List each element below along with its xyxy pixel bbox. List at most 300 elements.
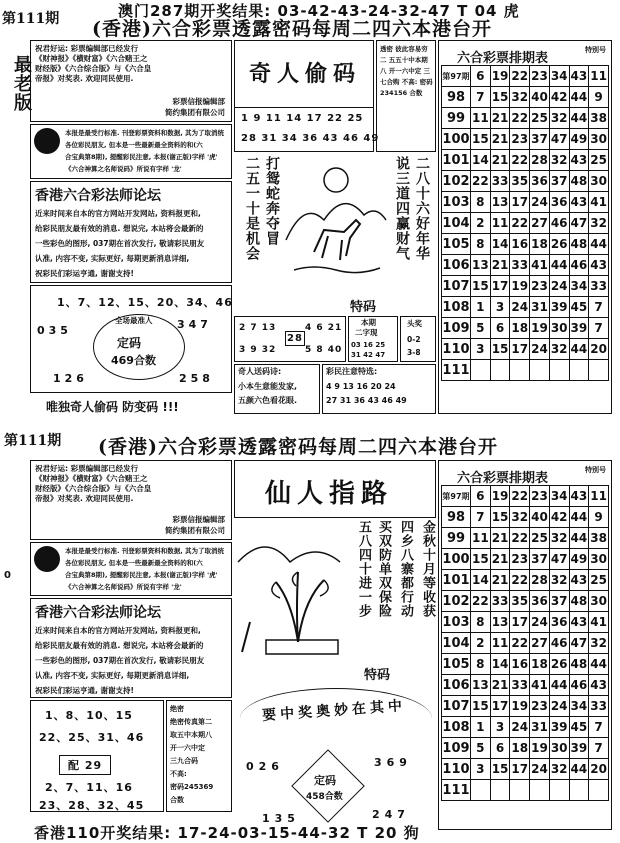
top-grid-nums-b: 3 9 32 <box>239 345 277 355</box>
number-cell: 24 <box>510 297 530 318</box>
number-cell <box>589 780 609 801</box>
forum-line: 给彩民朋友最有效的消息. 想说完, 本站将会最新的 <box>35 224 204 233</box>
number-cell: 34 <box>549 486 569 507</box>
table-row <box>442 759 609 780</box>
table-row <box>442 66 609 87</box>
number-cell: 33 <box>510 255 530 276</box>
top-side-label: 最老版 <box>11 55 32 112</box>
number-cell: 15 <box>490 507 510 528</box>
number-cell: 22 <box>510 486 530 507</box>
top-benqi-nums-2: 31 42 47 <box>351 351 386 359</box>
mi-line: 取五中本期八 <box>170 731 212 739</box>
number-cell: 17 <box>510 192 530 213</box>
number-cell: 13 <box>471 675 491 696</box>
number-cell: 2 <box>471 213 491 234</box>
top-forum-box <box>30 181 232 283</box>
number-cell: 3 <box>490 297 510 318</box>
top-grid-mid: 28 <box>287 333 303 344</box>
number-cell: 11 <box>589 66 609 87</box>
issue-cell: 103 <box>442 192 471 213</box>
forum-line: 祝彩民们彩运亨通, 谢谢支持! <box>35 686 134 695</box>
notice-line: 合宝典第8期), 提醒彩民注意, 本报(谢正版)字样 '虎' <box>65 153 218 161</box>
number-cell: 39 <box>569 738 589 759</box>
number-cell: 23 <box>530 276 550 297</box>
table-row <box>442 129 609 150</box>
table-row <box>442 360 609 381</box>
number-cell: 24 <box>530 339 550 360</box>
issue-cell: 106 <box>442 675 471 696</box>
table-row <box>442 213 609 234</box>
number-cell: 26 <box>549 234 569 255</box>
table-row <box>442 150 609 171</box>
number-cell: 11 <box>471 108 491 129</box>
number-cell: 15 <box>471 696 491 717</box>
number-cell: 5 <box>471 738 491 759</box>
number-cell: 24 <box>530 759 550 780</box>
number-cell: 33 <box>490 591 510 612</box>
number-cell: 8 <box>471 192 491 213</box>
number-cell: 3 <box>471 759 491 780</box>
mi-line: 三九合码 <box>170 757 198 765</box>
issue-cell: 111 <box>442 780 471 801</box>
number-cell: 7 <box>589 738 609 759</box>
table-row <box>442 528 609 549</box>
number-cell: 28 <box>530 150 550 171</box>
number-cell: 1 <box>471 717 491 738</box>
number-cell: 44 <box>589 234 609 255</box>
bottom-poem-col-4: 金秋十月等收获 <box>420 520 435 618</box>
table-row <box>442 234 609 255</box>
bottom-nums-4: 23、28、32、45 <box>39 799 145 812</box>
issue-cell: 108 <box>442 297 471 318</box>
number-cell: 30 <box>589 591 609 612</box>
number-cell: 25 <box>589 150 609 171</box>
bottom-editor-2: 简约集团有限公司 <box>165 526 225 535</box>
number-cell: 7 <box>589 717 609 738</box>
number-cell: 38 <box>589 528 609 549</box>
number-cell: 13 <box>490 612 510 633</box>
issue-cell: 99 <box>442 528 471 549</box>
top-benqi-sub: 二字现 <box>355 328 378 337</box>
issue-cell: 102 <box>442 591 471 612</box>
table-row <box>442 633 609 654</box>
top-schedule-table <box>441 65 609 381</box>
top-benqi-nums-1: 03 16 25 <box>351 341 386 349</box>
top-poem-col-3: 说三道四赢财气 <box>394 156 410 261</box>
issue-cell: 105 <box>442 234 471 255</box>
bottom-mi-box <box>166 700 232 812</box>
number-cell: 32 <box>589 213 609 234</box>
number-cell: 18 <box>510 738 530 759</box>
number-cell: 30 <box>589 171 609 192</box>
table-row <box>442 675 609 696</box>
globe-icon <box>34 546 60 572</box>
number-cell: 32 <box>549 759 569 780</box>
number-cell: 43 <box>569 192 589 213</box>
number-cell: 18 <box>530 234 550 255</box>
issue-cell: 107 <box>442 276 471 297</box>
forum-line: 一些彩色的图形, 037期在首次发行, 敬请彩民朋友 <box>35 239 205 248</box>
number-cell <box>549 360 569 381</box>
greeting-line: 祝君好运: 彩票编辑部已经发行 <box>35 464 139 473</box>
notice-line: 各位彩民朋友, 但本是一些最新最全资料的和(六 <box>65 141 203 149</box>
top-table-title: 六合彩票排期表 <box>457 51 549 66</box>
number-cell: 17 <box>510 612 530 633</box>
number-cell: 45 <box>569 717 589 738</box>
number-cell: 8 <box>471 654 491 675</box>
number-cell: 32 <box>510 507 530 528</box>
top-code-label: 定码 <box>117 336 142 350</box>
bottom-nums-1: 1、8、10、15 <box>45 709 133 722</box>
number-cell: 27 <box>530 633 550 654</box>
bottom-left-b: 135 <box>262 812 300 825</box>
top-left-nums-2: 126 <box>53 372 88 385</box>
number-cell <box>510 360 530 381</box>
number-cell: 39 <box>549 717 569 738</box>
issue-cell: 98 <box>442 507 471 528</box>
number-cell: 21 <box>490 528 510 549</box>
number-cell: 22 <box>510 66 530 87</box>
number-cell: 17 <box>490 696 510 717</box>
number-cell: 1 <box>471 297 491 318</box>
number-cell: 46 <box>569 255 589 276</box>
bottom-poem-col-3: 四乡八寨都行动 <box>398 520 413 618</box>
greeting-line: 财经版》《六合综合版》与《六合皇 <box>35 484 152 493</box>
forum-line: 近来时间来自本的官方网站开发网站, 资料报更和, <box>35 626 201 635</box>
bottom-schedule-table <box>441 485 609 801</box>
forum-line: 认准, 内容不变, 实际更好, 每期更新消息详细, <box>35 671 190 680</box>
number-cell: 11 <box>471 528 491 549</box>
table-row <box>442 255 609 276</box>
number-cell: 30 <box>549 738 569 759</box>
number-cell: 43 <box>569 150 589 171</box>
top-qiren-title: 奇人送码诗: <box>238 367 282 376</box>
number-cell: 32 <box>589 633 609 654</box>
number-cell: 18 <box>530 654 550 675</box>
number-cell: 20 <box>589 759 609 780</box>
greeting-line: 《财神报》《横财富》《六合赌王之 <box>35 54 148 63</box>
number-cell: 15 <box>490 87 510 108</box>
top-caimin-box <box>322 364 436 414</box>
bottom-forum-title: 香港六合彩法师论坛 <box>35 605 161 621</box>
bottom-main-title: 仙人指路 <box>265 479 394 509</box>
number-cell: 14 <box>490 234 510 255</box>
number-cell: 7 <box>471 87 491 108</box>
number-cell: 48 <box>569 591 589 612</box>
number-cell: 48 <box>569 234 589 255</box>
number-cell: 18 <box>510 318 530 339</box>
number-cell: 22 <box>510 528 530 549</box>
bottom-arc-line <box>240 688 432 749</box>
issue-cell: 110 <box>442 759 471 780</box>
number-cell: 2 <box>471 633 491 654</box>
top-forum-title: 香港六合彩法师论坛 <box>35 188 161 204</box>
number-cell <box>471 360 491 381</box>
number-cell: 43 <box>589 255 609 276</box>
number-cell: 7 <box>589 318 609 339</box>
number-cell: 22 <box>510 108 530 129</box>
number-cell: 20 <box>589 339 609 360</box>
number-cell: 15 <box>471 276 491 297</box>
number-cell: 6 <box>490 318 510 339</box>
top-caimin-line-1: 4 9 13 16 20 24 <box>326 382 396 391</box>
number-cell: 38 <box>589 108 609 129</box>
notice-line: 各位彩民朋友, 但本是一些最新最全资料的和(六 <box>65 559 203 567</box>
number-cell: 19 <box>510 276 530 297</box>
top-result-banner: 澳门287期开奖结果: 03-42-43-24-32-47 T 04 虎 <box>118 2 520 20</box>
bottom-table-corner: 特别号 <box>585 466 606 474</box>
number-cell: 19 <box>530 318 550 339</box>
number-cell: 49 <box>569 549 589 570</box>
top-title-box <box>234 40 380 152</box>
top-table-corner: 特别号 <box>585 46 606 54</box>
table-row <box>442 780 609 801</box>
bottom-greeting-box <box>30 460 232 540</box>
top-deer-illustration <box>284 160 388 284</box>
number-cell: 33 <box>589 696 609 717</box>
issue-cell: 105 <box>442 654 471 675</box>
number-cell: 14 <box>471 150 491 171</box>
number-cell: 25 <box>530 528 550 549</box>
number-cell: 11 <box>490 213 510 234</box>
number-cell: 32 <box>549 150 569 171</box>
number-cell: 41 <box>530 255 550 276</box>
number-cell: 23 <box>510 129 530 150</box>
number-cell: 40 <box>530 87 550 108</box>
number-cell: 47 <box>569 213 589 234</box>
number-cell: 49 <box>569 129 589 150</box>
number-cell: 7 <box>471 507 491 528</box>
number-cell: 34 <box>569 696 589 717</box>
top-circle-box <box>30 285 232 393</box>
number-cell: 46 <box>549 213 569 234</box>
bottom-header-title: (香港)六合彩票透露密码每周二四六本港台开 <box>98 436 498 458</box>
bottom-result-banner: 香港110开奖结果: 17-24-03-15-44-32 T 20 狗 <box>34 824 420 842</box>
bottom-right-b: 247 <box>372 808 410 821</box>
number-cell: 35 <box>510 591 530 612</box>
number-cell <box>530 360 550 381</box>
bottom-editor: 彩票信报编辑部 <box>172 515 225 524</box>
table-row <box>442 318 609 339</box>
issue-cell: 103 <box>442 612 471 633</box>
bottom-pei: 配 29 <box>59 755 111 775</box>
table-row <box>442 549 609 570</box>
number-cell: 19 <box>490 486 510 507</box>
number-cell <box>569 360 589 381</box>
number-cell: 32 <box>549 108 569 129</box>
number-cell: 26 <box>549 654 569 675</box>
top-circle-nums: 1、7、12、15、20、34、46 <box>57 296 233 309</box>
number-cell: 6 <box>490 738 510 759</box>
number-cell: 9 <box>589 507 609 528</box>
number-cell: 27 <box>530 213 550 234</box>
number-cell: 30 <box>589 129 609 150</box>
top-tip-box <box>376 40 436 152</box>
mi-line: 密码245369 <box>170 783 214 791</box>
table-row <box>442 339 609 360</box>
number-cell: 24 <box>510 717 530 738</box>
number-cell: 6 <box>471 486 491 507</box>
number-cell: 30 <box>549 318 569 339</box>
number-cell: 32 <box>549 570 569 591</box>
number-cell: 3 <box>490 717 510 738</box>
issue-cell: 107 <box>442 696 471 717</box>
top-benqi-box <box>348 316 398 362</box>
table-row <box>442 486 609 507</box>
forum-line: 祝彩民们彩运亨通, 谢谢支持! <box>35 269 134 278</box>
number-cell: 41 <box>589 612 609 633</box>
mi-line: 绝密 <box>170 705 184 713</box>
number-cell: 21 <box>490 108 510 129</box>
number-cell: 21 <box>490 570 510 591</box>
greeting-line: 《财神报》《横财富》《六合赌王之 <box>35 474 148 483</box>
number-cell: 31 <box>530 717 550 738</box>
number-cell: 28 <box>530 570 550 591</box>
number-cell: 25 <box>589 570 609 591</box>
notice-line: 《六合神算之名师说码》所说有字样 '龙' <box>65 583 182 591</box>
number-cell: 15 <box>490 339 510 360</box>
number-cell: 48 <box>569 654 589 675</box>
bottom-table-title: 六合彩票排期表 <box>457 471 549 486</box>
issue-cell: 104 <box>442 633 471 654</box>
number-cell: 23 <box>530 486 550 507</box>
number-cell: 11 <box>490 633 510 654</box>
number-cell: 47 <box>549 129 569 150</box>
top-right-nums-2: 258 <box>179 372 214 385</box>
bottom-nums-box <box>30 700 164 812</box>
top-title-nums-1: 1 9 11 14 17 22 25 <box>241 113 364 124</box>
number-cell: 43 <box>569 570 589 591</box>
top-editor: 彩票信报编辑部 <box>172 97 225 106</box>
bottom-poem-col-2: 买双防单双保险 <box>376 520 391 618</box>
number-cell: 23 <box>510 549 530 570</box>
number-cell <box>471 780 491 801</box>
bottom-title-box <box>234 460 436 518</box>
number-cell: 13 <box>490 192 510 213</box>
table-row <box>442 570 609 591</box>
top-arc-text: 全场最准人 <box>115 316 153 325</box>
number-cell: 35 <box>510 171 530 192</box>
number-cell: 22 <box>471 171 491 192</box>
number-cell: 33 <box>510 675 530 696</box>
number-cell <box>490 360 510 381</box>
top-poem-col-4: 二八十六好年华 <box>414 156 430 261</box>
issue-cell: 109 <box>442 318 471 339</box>
number-cell: 44 <box>569 759 589 780</box>
number-cell: 45 <box>569 297 589 318</box>
issue-cell: 111 <box>442 360 471 381</box>
top-tema-label: 特码 <box>350 300 377 315</box>
number-cell: 34 <box>549 66 569 87</box>
table-row <box>442 87 609 108</box>
greeting-line: 帝报》对奖表. 欢迎同民使用. <box>35 74 134 83</box>
table-row <box>442 717 609 738</box>
number-cell: 6 <box>471 66 491 87</box>
number-cell: 19 <box>530 738 550 759</box>
number-cell: 17 <box>490 276 510 297</box>
top-qiren-line-1: 小本生意能发家, <box>238 382 298 391</box>
table-row <box>442 192 609 213</box>
number-cell: 39 <box>569 318 589 339</box>
number-cell: 24 <box>549 696 569 717</box>
notice-line: 合宝典第8期), 提醒彩民注意, 本报(谢正版)字样 '虎' <box>65 571 218 579</box>
number-cell: 44 <box>569 339 589 360</box>
top-poem-col-1: 二五一十是机会 <box>244 156 260 261</box>
bottom-arc-text: 要中奖奥妙在其中 <box>261 697 407 725</box>
number-cell: 15 <box>471 129 491 150</box>
top-touj-label: 头奖 <box>407 319 422 328</box>
bottom-issue-label: 第111期 <box>4 433 62 449</box>
number-cell: 22 <box>510 570 530 591</box>
number-cell: 33 <box>589 276 609 297</box>
table-row <box>442 696 609 717</box>
bottom-code-label: 定码 <box>314 774 336 787</box>
number-cell: 7 <box>589 297 609 318</box>
top-slogan: 唯独奇人偷码 防变码 !!! <box>46 400 179 414</box>
top-right-nums-1: 347 <box>177 318 212 331</box>
table-row <box>442 591 609 612</box>
table-row <box>442 276 609 297</box>
top-qiren-box <box>234 364 320 414</box>
table-row <box>442 171 609 192</box>
issue-cell: 第97期 <box>442 66 471 87</box>
number-cell: 43 <box>569 486 589 507</box>
forum-line: 认准, 内容不变, 实际更好, 每期更新消息详细, <box>35 254 190 263</box>
top-grid-right-a: 4 6 21 <box>305 323 343 333</box>
issue-cell: 106 <box>442 255 471 276</box>
bottom-nums-3: 2、7、11、16 <box>45 781 133 794</box>
number-cell: 15 <box>490 759 510 780</box>
bottom-left-a: 026 <box>246 760 284 773</box>
issue-cell: 108 <box>442 717 471 738</box>
table-row <box>442 507 609 528</box>
number-cell: 40 <box>530 507 550 528</box>
number-cell: 22 <box>471 591 491 612</box>
number-cell: 36 <box>549 192 569 213</box>
number-cell: 24 <box>530 192 550 213</box>
notice-line: 《六合神算之名师说码》所说有字样 '龙' <box>65 165 182 173</box>
top-caimin-line-2: 27 31 36 43 46 49 <box>326 396 407 405</box>
number-cell: 23 <box>530 66 550 87</box>
number-cell: 43 <box>569 66 589 87</box>
bottom-plant-illustration <box>236 522 366 662</box>
table-row <box>442 108 609 129</box>
number-cell: 22 <box>510 150 530 171</box>
number-cell: 24 <box>530 612 550 633</box>
number-cell: 37 <box>549 171 569 192</box>
issue-cell: 第97期 <box>442 486 471 507</box>
forum-line: 一些彩色的图形, 037期在首次发行, 敬请彩民朋友 <box>35 656 205 665</box>
top-editor-2: 简约集团有限公司 <box>165 108 225 117</box>
issue-cell: 110 <box>442 339 471 360</box>
number-cell: 44 <box>569 108 589 129</box>
issue-cell: 109 <box>442 738 471 759</box>
mi-line: 合数 <box>170 796 184 804</box>
number-cell: 9 <box>589 87 609 108</box>
number-cell <box>589 360 609 381</box>
top-tip-text: 透密 彼此容易穷二 五五十中本期八 开一六中定 三七合购 不高: 密码234156 合数 <box>380 45 433 97</box>
number-cell: 42 <box>549 507 569 528</box>
number-cell: 21 <box>490 675 510 696</box>
number-cell: 22 <box>510 213 530 234</box>
number-cell: 47 <box>549 549 569 570</box>
number-cell: 14 <box>490 654 510 675</box>
number-cell <box>549 780 569 801</box>
number-cell: 17 <box>510 339 530 360</box>
number-cell: 43 <box>569 612 589 633</box>
number-cell: 37 <box>530 129 550 150</box>
bottom-schedule-box <box>438 460 612 830</box>
